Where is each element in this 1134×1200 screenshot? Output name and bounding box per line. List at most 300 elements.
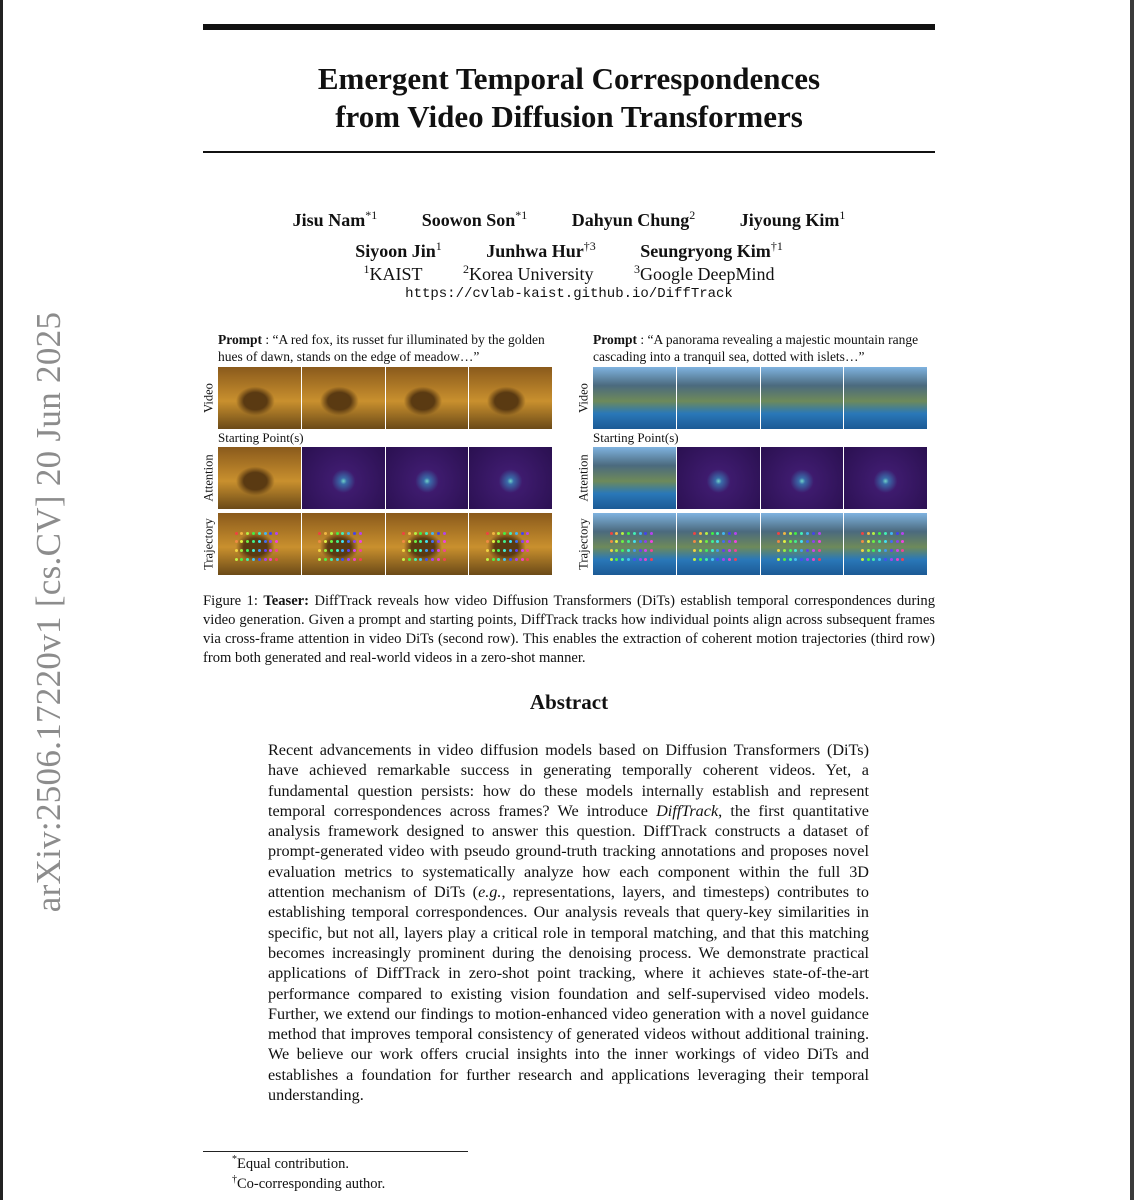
trajectory-point — [693, 540, 696, 543]
trajectory-point — [711, 540, 714, 543]
trajectory-point — [324, 532, 327, 535]
title-line-1: Emergent Temporal Correspondences — [317, 61, 821, 96]
trajectory-point — [431, 540, 434, 543]
trajectory-point — [861, 558, 864, 561]
title-bottom-rule — [203, 151, 935, 153]
trajectory-point — [728, 549, 731, 552]
trajectory-point — [806, 540, 809, 543]
trajectory-point — [884, 558, 887, 561]
trajectory-point — [515, 549, 518, 552]
trajectory-point — [492, 558, 495, 561]
trajectory-point — [437, 558, 440, 561]
trajectory-point — [408, 549, 411, 552]
trajectory-point — [777, 549, 780, 552]
trajectory-frame — [218, 513, 302, 575]
trajectory-point — [901, 540, 904, 543]
trajectory-point — [264, 549, 267, 552]
trajectory-point — [633, 558, 636, 561]
trajectory-point — [644, 540, 647, 543]
trajectory-point — [324, 549, 327, 552]
trajectory-point — [812, 558, 815, 561]
abstract-heading: Abstract — [529, 690, 609, 714]
trajectory-point — [347, 549, 350, 552]
trajectory-point — [269, 549, 272, 552]
trajectory-point — [336, 532, 339, 535]
author: Siyoon Jin$^1$ — [355, 239, 442, 261]
trajectory-point — [521, 532, 524, 535]
trajectory-point — [509, 558, 512, 561]
trajectory-point — [615, 549, 618, 552]
trajectory-point — [627, 549, 630, 552]
trajectory-point — [503, 558, 506, 561]
video-frame — [593, 367, 677, 429]
trajectory-point — [627, 532, 630, 535]
trajectory-point — [878, 532, 881, 535]
title-line-2: from Video Diffusion Transformers — [335, 99, 803, 134]
trajectory-point — [330, 532, 333, 535]
trajectory-point — [650, 558, 653, 561]
footnote: *Equal contribution. — [232, 1154, 349, 1172]
trajectory-point — [783, 532, 786, 535]
trajectory-point — [818, 532, 821, 535]
trajectory-point — [818, 540, 821, 543]
trajectory-point — [734, 549, 737, 552]
trajectory-point — [722, 532, 725, 535]
trajectory-point — [872, 558, 875, 561]
trajectory-row — [203, 513, 553, 575]
trajectory-point — [901, 558, 904, 561]
trajectory-point — [402, 532, 405, 535]
footnote-rule — [203, 1151, 468, 1152]
trajectory-frame — [593, 513, 677, 575]
author: Junhwa Hur$^{\dagger 3}$ — [486, 239, 596, 261]
trajectory-point — [633, 540, 636, 543]
trajectory-point — [419, 540, 422, 543]
video-row — [578, 367, 928, 429]
attention-frame — [761, 447, 845, 509]
trajectory-point — [492, 540, 495, 543]
trajectory-point — [734, 558, 737, 561]
trajectory-point — [650, 540, 653, 543]
trajectory-point — [269, 540, 272, 543]
trajectory-point — [246, 532, 249, 535]
trajectory-point — [644, 549, 647, 552]
trajectory-point — [890, 540, 893, 543]
trajectory-point — [734, 540, 737, 543]
trajectory-point — [872, 532, 875, 535]
trajectory-point — [497, 532, 500, 535]
trajectory-point — [509, 532, 512, 535]
trajectory-point — [515, 540, 518, 543]
trajectory-point — [716, 532, 719, 535]
trajectory-point — [867, 558, 870, 561]
trajectory-point — [722, 558, 725, 561]
author: Jisu Nam$^{*1}$ — [292, 208, 378, 230]
trajectory-point — [341, 532, 344, 535]
trajectory-point — [800, 558, 803, 561]
trajectory-point — [509, 549, 512, 552]
trajectory-frame — [386, 513, 470, 575]
trajectory-point — [318, 558, 321, 561]
trajectory-point — [716, 558, 719, 561]
trajectory-point — [497, 558, 500, 561]
trajectory-point — [621, 540, 624, 543]
trajectory-point — [610, 558, 613, 561]
trajectory-point — [408, 558, 411, 561]
trajectory-point — [794, 532, 797, 535]
trajectory-point — [884, 532, 887, 535]
affiliation: $^1$KAIST — [363, 262, 423, 284]
trajectory-point — [693, 558, 696, 561]
trajectory-point — [890, 532, 893, 535]
trajectory-point — [431, 532, 434, 535]
trajectory-row — [578, 513, 928, 575]
trajectory-point — [443, 532, 446, 535]
trajectory-point — [639, 558, 642, 561]
trajectory-point — [711, 558, 714, 561]
trajectory-point — [275, 558, 278, 561]
trajectory-point — [884, 549, 887, 552]
trajectory-point — [318, 549, 321, 552]
trajectory-point — [497, 549, 500, 552]
trajectory-point — [419, 558, 422, 561]
trajectory-point — [705, 558, 708, 561]
trajectory-point — [812, 549, 815, 552]
video-frame — [302, 367, 386, 429]
trajectory-point — [431, 549, 434, 552]
trajectory-point — [275, 549, 278, 552]
attention-frame — [844, 447, 928, 509]
trajectory-point — [509, 540, 512, 543]
trajectory-point — [235, 558, 238, 561]
trajectory-point — [901, 532, 904, 535]
trajectory-point — [783, 558, 786, 561]
trajectory-point — [621, 558, 624, 561]
trajectory-point — [878, 558, 881, 561]
trajectory-point — [722, 549, 725, 552]
project-url[interactable]: https://cvlab-kaist.github.io/DiffTrack — [405, 286, 733, 302]
starting-points-label: Starting Point(s) — [218, 430, 304, 445]
trajectory-point — [408, 532, 411, 535]
attention-frame — [593, 447, 677, 509]
trajectory-point — [246, 558, 249, 561]
trajectory-point — [867, 549, 870, 552]
trajectory-frame — [844, 513, 928, 575]
trajectory-point — [896, 549, 899, 552]
trajectory-point — [252, 549, 255, 552]
trajectory-point — [264, 532, 267, 535]
trajectory-point — [264, 558, 267, 561]
figure-panel-mountain — [578, 331, 928, 575]
attention-frame — [469, 447, 553, 509]
video-frame — [218, 367, 302, 429]
trajectory-point — [264, 540, 267, 543]
trajectory-point — [526, 558, 529, 561]
trajectory-point — [728, 540, 731, 543]
title-top-rule — [203, 24, 935, 30]
trajectory-point — [336, 549, 339, 552]
trajectory-point — [783, 540, 786, 543]
trajectory-point — [336, 540, 339, 543]
trajectory-point — [414, 558, 417, 561]
trajectory-point — [693, 549, 696, 552]
trajectory-point — [699, 532, 702, 535]
trajectory-point — [521, 540, 524, 543]
trajectory-point — [615, 558, 618, 561]
trajectory-frame — [469, 513, 553, 575]
trajectory-point — [818, 549, 821, 552]
trajectory-point — [615, 532, 618, 535]
trajectory-point — [347, 532, 350, 535]
trajectory-point — [621, 532, 624, 535]
trajectory-point — [867, 532, 870, 535]
trajectory-point — [627, 540, 630, 543]
trajectory-point — [437, 540, 440, 543]
row-label-video: Video — [576, 383, 591, 413]
trajectory-point — [330, 540, 333, 543]
trajectory-point — [734, 532, 737, 535]
trajectory-point — [621, 549, 624, 552]
trajectory-point — [861, 532, 864, 535]
page-right-border — [1130, 0, 1134, 1200]
trajectory-point — [402, 549, 405, 552]
video-frame — [469, 367, 553, 429]
trajectory-point — [353, 558, 356, 561]
trajectory-point — [359, 540, 362, 543]
trajectory-point — [896, 540, 899, 543]
page-left-border — [0, 0, 3, 1200]
trajectory-point — [443, 549, 446, 552]
trajectory-point — [431, 558, 434, 561]
trajectory-point — [872, 540, 875, 543]
attention-frame — [218, 447, 302, 509]
trajectory-point — [789, 540, 792, 543]
trajectory-point — [878, 549, 881, 552]
trajectory-point — [402, 540, 405, 543]
video-frame — [761, 367, 845, 429]
trajectory-point — [800, 540, 803, 543]
trajectory-point — [716, 540, 719, 543]
trajectory-point — [699, 558, 702, 561]
trajectory-point — [884, 540, 887, 543]
trajectory-point — [341, 549, 344, 552]
trajectory-point — [347, 558, 350, 561]
author: Jiyoung Kim$^1$ — [739, 208, 846, 230]
footnote: †Co-corresponding author. — [232, 1174, 386, 1192]
trajectory-point — [716, 549, 719, 552]
trajectory-point — [275, 540, 278, 543]
trajectory-point — [419, 532, 422, 535]
trajectory-point — [492, 532, 495, 535]
trajectory-point — [353, 549, 356, 552]
trajectory-point — [777, 532, 780, 535]
trajectory-point — [789, 532, 792, 535]
attention-row — [578, 447, 928, 509]
trajectory-point — [705, 532, 708, 535]
author: Seungryong Kim$^{\dagger 1}$ — [640, 239, 783, 261]
trajectory-point — [610, 532, 613, 535]
trajectory-point — [240, 532, 243, 535]
trajectory-point — [722, 540, 725, 543]
trajectory-point — [246, 540, 249, 543]
trajectory-point — [794, 540, 797, 543]
video-frame — [386, 367, 470, 429]
trajectory-point — [777, 558, 780, 561]
starting-points-label: Starting Point(s) — [593, 430, 679, 445]
trajectory-point — [861, 549, 864, 552]
trajectory-point — [878, 540, 881, 543]
row-label-trajectory: Trajectory — [201, 518, 216, 570]
trajectory-point — [486, 549, 489, 552]
trajectory-point — [633, 549, 636, 552]
trajectory-point — [800, 532, 803, 535]
affiliation: $^3$Google DeepMind — [633, 262, 775, 284]
trajectory-point — [794, 558, 797, 561]
paper-title — [203, 60, 935, 136]
affiliation: $^2$Korea University — [463, 262, 594, 284]
row-label-video: Video — [201, 383, 216, 413]
trajectory-point — [252, 558, 255, 561]
trajectory-point — [347, 540, 350, 543]
trajectory-point — [526, 540, 529, 543]
trajectory-point — [901, 549, 904, 552]
trajectory-point — [246, 549, 249, 552]
trajectory-point — [235, 540, 238, 543]
trajectory-point — [240, 549, 243, 552]
trajectory-point — [341, 540, 344, 543]
trajectory-point — [425, 532, 428, 535]
trajectory-point — [443, 540, 446, 543]
trajectory-point — [711, 532, 714, 535]
trajectory-point — [699, 540, 702, 543]
trajectory-point — [783, 549, 786, 552]
trajectory-point — [492, 549, 495, 552]
trajectory-point — [359, 549, 362, 552]
trajectory-point — [872, 549, 875, 552]
trajectory-point — [437, 532, 440, 535]
trajectory-point — [359, 558, 362, 561]
trajectory-point — [240, 558, 243, 561]
trajectory-point — [330, 558, 333, 561]
trajectory-point — [650, 532, 653, 535]
trajectory-point — [812, 532, 815, 535]
trajectory-point — [728, 558, 731, 561]
trajectory-frame — [302, 513, 386, 575]
abstract-body: Recent advancements in video diffusion models based on Diffusion Transformers (DiTs) have achieved remarkable success in generating temporally coherent videos. Yet, a fundamental question persists: how do these models internally establish and represent temporal correspondences across frames? We introduce DiffTrack, the first quantitative analysis framework designed to answer this question. DiffTrack constructs a dataset of prompt-generated video with pseudo ground-truth tracking annotations and proposes novel evaluation metrics to systematically analyze how each component within the full 3D attention mechanism of DiTs (e.g., representations, layers, and timesteps) contributes to establishing temporal correspondences. Our analysis reveals that query-key similarities in specific, but not all, layers play a critical role in temporal matching, and that this matching becomes increasingly prominent during the denoising process. We demonstrate practical applications of DiffTrack in zero-shot point tracking, where it achieves state-of-the-art performance compared to existing vision foundation and self-supervised video models. Further, we extend our findings to motion-enhanced video generation with a novel guidance method that improves temporal consistency of generated videos without additional training. We believe our work offers crucial insights into the inner workings of video DiTs and establishes a foundation for further research and applications leveraging their temporal understanding. — [268, 741, 869, 1105]
trajectory-point — [639, 549, 642, 552]
trajectory-point — [269, 558, 272, 561]
trajectory-point — [639, 540, 642, 543]
trajectory-point — [359, 532, 362, 535]
trajectory-point — [867, 540, 870, 543]
trajectory-point — [235, 532, 238, 535]
trajectory-point — [353, 532, 356, 535]
trajectory-point — [806, 532, 809, 535]
affiliations — [203, 256, 935, 287]
trajectory-point — [486, 532, 489, 535]
trajectory-point — [269, 532, 272, 535]
video-frame — [677, 367, 761, 429]
trajectory-point — [705, 549, 708, 552]
trajectory-point — [425, 540, 428, 543]
trajectory-point — [890, 558, 893, 561]
trajectory-point — [486, 558, 489, 561]
trajectory-point — [515, 558, 518, 561]
trajectory-point — [800, 549, 803, 552]
trajectory-point — [515, 532, 518, 535]
trajectory-point — [789, 549, 792, 552]
trajectory-point — [258, 532, 261, 535]
trajectory-point — [794, 549, 797, 552]
trajectory-point — [633, 532, 636, 535]
attention-frame — [386, 447, 470, 509]
trajectory-point — [258, 540, 261, 543]
trajectory-point — [414, 549, 417, 552]
trajectory-point — [324, 540, 327, 543]
prompt-text-mountain: Prompt : “A panorama revealing a majestic mountain range cascading into a tranquil sea, dotted with islets…” — [593, 332, 919, 364]
attention-frame — [677, 447, 761, 509]
prompt-text-fox: Prompt : “A red fox, its russet fur illuminated by the golden hues of dawn, stands on the edge of meadow…” — [218, 332, 545, 364]
trajectory-point — [240, 540, 243, 543]
trajectory-point — [503, 549, 506, 552]
trajectory-point — [526, 549, 529, 552]
figure-panel-fox — [203, 331, 553, 575]
video-frame — [844, 367, 928, 429]
trajectory-point — [896, 558, 899, 561]
trajectory-point — [890, 549, 893, 552]
trajectory-point — [425, 558, 428, 561]
trajectory-point — [806, 549, 809, 552]
trajectory-point — [503, 532, 506, 535]
trajectory-point — [443, 558, 446, 561]
trajectory-point — [437, 549, 440, 552]
trajectory-point — [521, 558, 524, 561]
trajectory-point — [650, 549, 653, 552]
author: Dahyun Chung$^2$ — [571, 208, 696, 230]
trajectory-point — [324, 558, 327, 561]
row-label-attention: Attention — [576, 454, 591, 502]
trajectory-point — [861, 540, 864, 543]
trajectory-point — [336, 558, 339, 561]
attention-frame — [302, 447, 386, 509]
author: Soowon Son$^{*1}$ — [421, 208, 528, 230]
trajectory-point — [503, 540, 506, 543]
trajectory-point — [414, 540, 417, 543]
video-row — [203, 367, 553, 429]
trajectory-point — [425, 549, 428, 552]
trajectory-point — [341, 558, 344, 561]
trajectory-point — [639, 532, 642, 535]
trajectory-point — [896, 532, 899, 535]
trajectory-point — [806, 558, 809, 561]
trajectory-frame — [677, 513, 761, 575]
author-list — [203, 202, 935, 264]
trajectory-point — [526, 532, 529, 535]
attention-row — [203, 447, 553, 509]
trajectory-point — [728, 532, 731, 535]
trajectory-point — [419, 549, 422, 552]
trajectory-point — [318, 540, 321, 543]
trajectory-point — [252, 540, 255, 543]
figure-caption: Figure 1: Teaser: DiffTrack reveals how video Diffusion Transformers (DiTs) establish temporal correspondences during video generation. Given a prompt and starting points, DiffTrack tracks how individual points align across subsequent frames via cross-frame attention in video DiTs (second row). This enables the extraction of coherent motion trajectories (third row) from both generated and real-world videos in a zero-shot manner. — [203, 593, 935, 666]
trajectory-point — [235, 549, 238, 552]
trajectory-point — [497, 540, 500, 543]
trajectory-point — [699, 549, 702, 552]
trajectory-point — [705, 540, 708, 543]
trajectory-point — [610, 540, 613, 543]
row-label-attention: Attention — [201, 454, 216, 502]
trajectory-point — [818, 558, 821, 561]
